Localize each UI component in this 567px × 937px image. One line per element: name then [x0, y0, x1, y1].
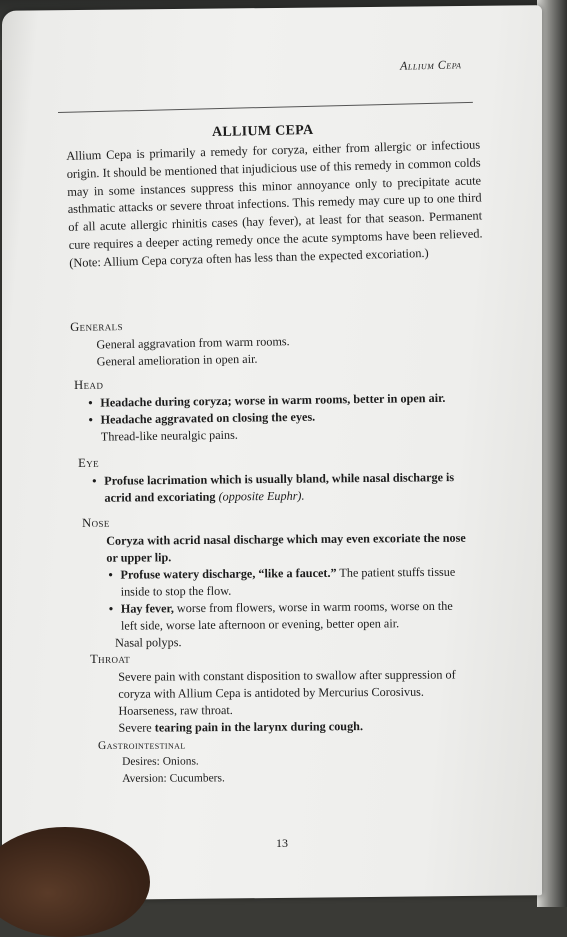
section-generals: [70, 316, 290, 371]
section-heading: Nose: [82, 515, 110, 530]
nose-bold-text: Profuse watery discharge, “like a faucet.”: [120, 565, 337, 582]
eye-bold-text: Profuse lacrimation which is usually bland, while nasal discharge is acrid and excoriating: [104, 470, 455, 505]
section-heading: Generals: [70, 319, 124, 334]
nose-text: The patient stuffs tissue inside to stop the flow.: [120, 564, 456, 599]
header-rule: [58, 102, 473, 113]
list-item: General aggravation from warm rooms.: [96, 334, 290, 352]
list-item: Aversion: Cucumbers.: [122, 772, 225, 785]
throat-bold-text: tearing pain in the larynx during cough.: [154, 719, 364, 735]
list-item: Hoarseness, raw throat.: [118, 703, 233, 718]
list-item: Thread-like neuralgic pains.: [100, 427, 238, 444]
list-item: Severe pain with constant disposition to swallow after suppression of coryza with Allium Cepa is antidoted by Mercurius Corosivus.: [118, 667, 456, 701]
section-heading: Head: [74, 377, 104, 392]
list-item: Nasal polyps.: [115, 635, 182, 650]
running-head: Allium Cepa: [399, 57, 462, 73]
list-item: • Headache aggravated on closing the eyes.: [86, 406, 474, 428]
section-heading: Gastrointestinal: [98, 739, 186, 752]
list-item: [90, 717, 470, 737]
list-item: [107, 598, 467, 635]
list-item: Coryza with acrid nasal discharge which may even excoriate the nose or upper lip.: [106, 530, 466, 565]
list-item: Desires: Onions.: [122, 755, 199, 768]
section-throat: [90, 649, 471, 737]
section-nose: [82, 513, 467, 652]
section-head: [74, 372, 475, 446]
list-item: General amelioration in open air.: [96, 351, 258, 369]
section-gastrointestinal: [98, 738, 458, 788]
list-item: • Headache during coryza; worse in warm rooms, better in open air.: [86, 389, 474, 411]
throat-text: Severe: [118, 720, 155, 735]
section-eye: [78, 452, 469, 507]
nose-bold-text: Hay fever,: [120, 601, 174, 616]
list-item: [106, 564, 466, 601]
section-heading: Eye: [78, 455, 100, 470]
eye-italic-text: (opposite Euphr).: [215, 488, 305, 504]
page-title: ALLIUM CEPA: [211, 122, 314, 141]
intro-paragraph: Allium Cepa is primarily a remedy for coryza, either from allergic or infectious origin. It should be mentioned that injudicious use of this remedy in common colds may in some instances suppress this minor annoyance only to precipitate acute asthmatic attacks or severe throat infections. This remedy may cure up to one third of all acute allergic rhinitis cases (hay fever), at least for that season. Permanent cure requires a deeper acting remedy once the acute symptoms have been relieved. (Note: Allium Cepa coryza often has less than the expected excoriation.): [66, 137, 483, 270]
page-number: 13: [276, 836, 288, 850]
list-item: [90, 469, 468, 507]
section-heading: Throat: [90, 651, 131, 666]
nose-text: worse from flowers, worse in warm rooms, worse on the left side, worse late afternoon or evening, better open air.: [120, 598, 453, 633]
